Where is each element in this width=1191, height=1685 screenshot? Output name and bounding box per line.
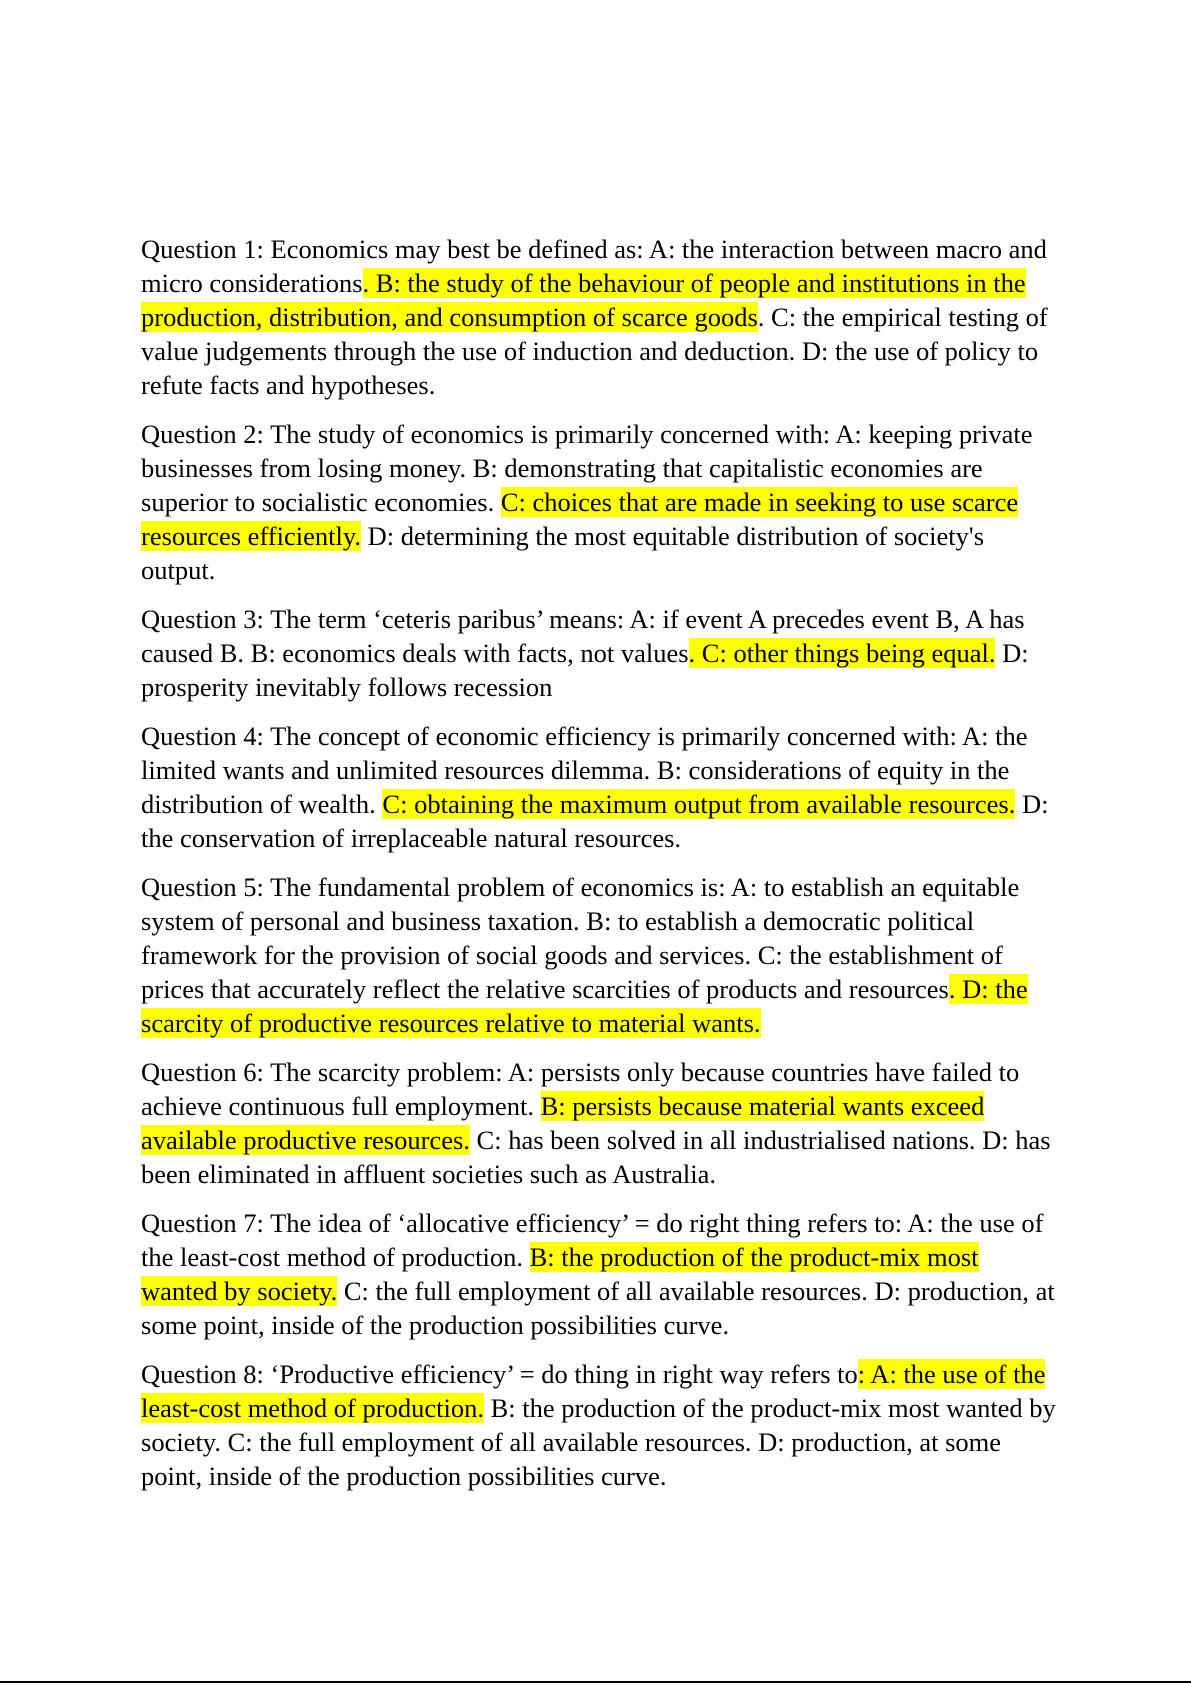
- document-body: [141, 232, 1061, 1508]
- question-4: [141, 719, 1061, 855]
- highlighted-answer: . C: other things being equal.: [688, 638, 996, 668]
- question-1: [141, 232, 1061, 402]
- question-text: Question 6: The scarcity problem: A: persists only because countries have failed to achieve continuous full employment.: [141, 1057, 1020, 1121]
- highlighted-answer: . B: the study of the behaviour of people and institutions in the production, distribution, and consumption of scarce goods: [141, 268, 1026, 332]
- question-text: Question 2: The study of economics is primarily concerned with: A: keeping private businesses from losing money. B: demonstrating that capitalistic economies are superior to socialistic economies.: [141, 419, 1033, 517]
- question-8: [141, 1357, 1061, 1493]
- page-bottom-rule: [0, 1681, 1191, 1683]
- question-text: Question 3: The term ‘ceteris paribus’ means: A: if event A precedes event B, A has caused B. B: economics deals with facts, not values: [141, 604, 1025, 668]
- question-text-rest: . C: the empirical testing of value judgements through the use of induction and deduction. D: the use of policy to refute facts and hypotheses.: [141, 302, 1048, 400]
- question-text-rest: D: determining the most equitable distribution of society's output.: [141, 521, 985, 585]
- question-text: Question 8: ‘Productive efficiency’ = do thing in right way refers to: [141, 1359, 858, 1389]
- question-text: Question 4: The concept of economic efficiency is primarily concerned with: A: the limited wants and unlimited resources dilemma. B: considerations of equity in the distribution of wealth.: [141, 721, 1028, 819]
- question-text-rest: C: has been solved in all industrialised nations. D: has been eliminated in affluent societies such as Australia.: [141, 1125, 1051, 1189]
- question-text: Question 5: The fundamental problem of economics is: A: to establish an equitable system of personal and business taxation. B: to establish a democratic political framework for the provision of social goods and services. C: the establishment of prices that accurately reflect the relative scarcities of products and resources: [141, 872, 1020, 1004]
- question-3: [141, 602, 1061, 704]
- highlighted-answer: C: choices that are made in seeking to use scarce resources efficiently.: [141, 487, 1019, 551]
- question-text-rest: B: the production of the product-mix most wanted by society. C: the full employment of all available resources. D: production, at some point, inside of the production possibilities curve.: [141, 1393, 1056, 1491]
- highlighted-answer: C: obtaining the maximum output from available resources.: [382, 789, 1016, 819]
- question-text-rest: C: the full employment of all available resources. D: production, at some point, inside of the production possibilities curve.: [141, 1276, 1055, 1340]
- question-7: [141, 1206, 1061, 1342]
- highlighted-answer: . D: the scarcity of productive resources relative to material wants.: [141, 974, 1028, 1038]
- highlighted-answer: B: the production of the product-mix most wanted by society.: [141, 1242, 979, 1306]
- question-text: Question 1: Economics may best be defined as: A: the interaction between macro and micro considerations: [141, 234, 1047, 298]
- highlighted-answer: B: persists because material wants exceed available productive resources.: [141, 1091, 985, 1155]
- question-2: [141, 417, 1061, 587]
- highlighted-answer: : A: the use of the least-cost method of production.: [141, 1359, 1046, 1423]
- question-text: Question 7: The idea of ‘allocative efficiency’ = do right thing refers to: A: the use of the least-cost method of production.: [141, 1208, 1044, 1272]
- question-text-rest: D: prosperity inevitably follows recession: [141, 638, 1029, 702]
- question-text-rest: D: the conservation of irreplaceable natural resources.: [141, 789, 1049, 853]
- question-5: [141, 870, 1061, 1040]
- question-6: [141, 1055, 1061, 1191]
